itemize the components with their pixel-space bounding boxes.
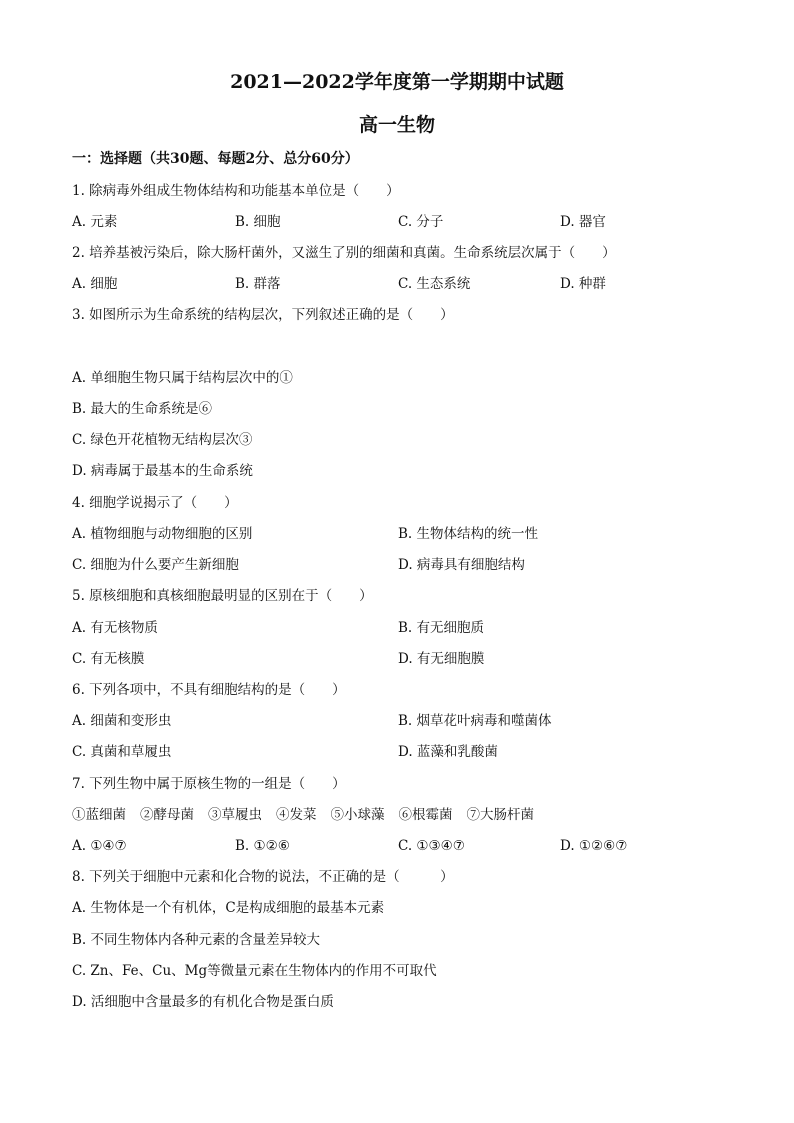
question-stem: 3. 如图所示为生命系统的结构层次，下列叙述正确的是（ ） <box>72 307 454 323</box>
question-stem: 6. 下列各项中，不具有细胞结构的是（ ） <box>72 682 346 698</box>
option: D. 病毒属于最基本的生命系统 <box>72 463 253 479</box>
option: C. ①③④⑦ <box>398 838 465 854</box>
option: D. 器官 <box>560 214 606 230</box>
option: C. 绿色开花植物无结构层次③ <box>72 432 253 448</box>
option: A. 生物体是一个有机体，C是构成细胞的最基本元素 <box>72 900 385 916</box>
option: C. 分子 <box>398 214 444 230</box>
organism-item: ⑥根霉菌 <box>398 807 453 823</box>
option: B. 有无细胞质 <box>398 620 485 636</box>
section-heading: 一：选择题（共30题、每题2分、总分60分） <box>72 151 359 167</box>
organism-item: ①蓝细菌 <box>72 807 126 823</box>
option: C. 真菌和草履虫 <box>72 744 172 760</box>
exam-subtitle: 高一生物 <box>358 114 435 136</box>
option: D. 蓝藻和乳酸菌 <box>398 744 498 760</box>
option: D. 活细胞中含量最多的有机化合物是蛋白质 <box>72 994 334 1010</box>
question-stem: 7. 下列生物中属于原核生物的一组是（ ） <box>72 776 346 792</box>
option: A. 细胞 <box>72 276 118 292</box>
organism-item: ⑤小球藻 <box>330 807 385 823</box>
option: D. 病毒具有细胞结构 <box>398 557 525 573</box>
option: C. 生态系统 <box>398 276 471 292</box>
question-stem: 2. 培养基被污染后，除大肠杆菌外，又滋生了别的细菌和真菌。生命系统层次属于（ ） <box>72 245 616 261</box>
option: C. Zn、Fe、Cu、Mg等微量元素在生物体内的作用不可取代 <box>72 963 437 979</box>
option: B. ①②⑥ <box>235 838 290 854</box>
option: A. 植物细胞与动物细胞的区别 <box>72 526 253 542</box>
option: A. 有无核物质 <box>72 620 158 636</box>
option: B. 烟草花叶病毒和噬菌体 <box>398 713 552 729</box>
option: A. 元素 <box>72 214 118 230</box>
option: B. 生物体结构的统一性 <box>398 526 539 542</box>
option: B. 不同生物体内各种元素的含量差异较大 <box>72 932 321 948</box>
organism-item: ②酵母菌 <box>140 807 194 823</box>
option: B. 最大的生命系统是⑥ <box>72 401 213 417</box>
exam-title: 2021—2022学年度第一学期期中试题 <box>230 71 564 93</box>
option: A. 细菌和变形虫 <box>72 713 172 729</box>
option: B. 细胞 <box>235 214 281 230</box>
option: C. 细胞为什么要产生新细胞 <box>72 557 239 573</box>
option: A. ①④⑦ <box>72 838 127 854</box>
organism-item: ④发菜 <box>276 807 317 823</box>
option: B. 群落 <box>235 276 281 292</box>
organism-item: ③草履虫 <box>208 807 262 823</box>
option: D. ①②⑥⑦ <box>560 838 628 854</box>
question-stem: 4. 细胞学说揭示了（ ） <box>72 495 238 511</box>
option: A. 单细胞生物只属于结构层次中的① <box>72 370 293 386</box>
organism-item: ⑦大肠杆菌 <box>466 807 534 823</box>
option: D. 有无细胞膜 <box>398 651 485 667</box>
organism-list <box>72 806 548 824</box>
question-stem: 1. 除病毒外组成生物体结构和功能基本单位是（ ） <box>72 183 400 199</box>
question-stem: 5. 原核细胞和真核细胞最明显的区别在于（ ） <box>72 588 373 604</box>
option: C. 有无核膜 <box>72 651 145 667</box>
option: D. 种群 <box>560 276 606 292</box>
question-stem: 8. 下列关于细胞中元素和化合物的说法，不正确的是（ ） <box>72 869 454 885</box>
